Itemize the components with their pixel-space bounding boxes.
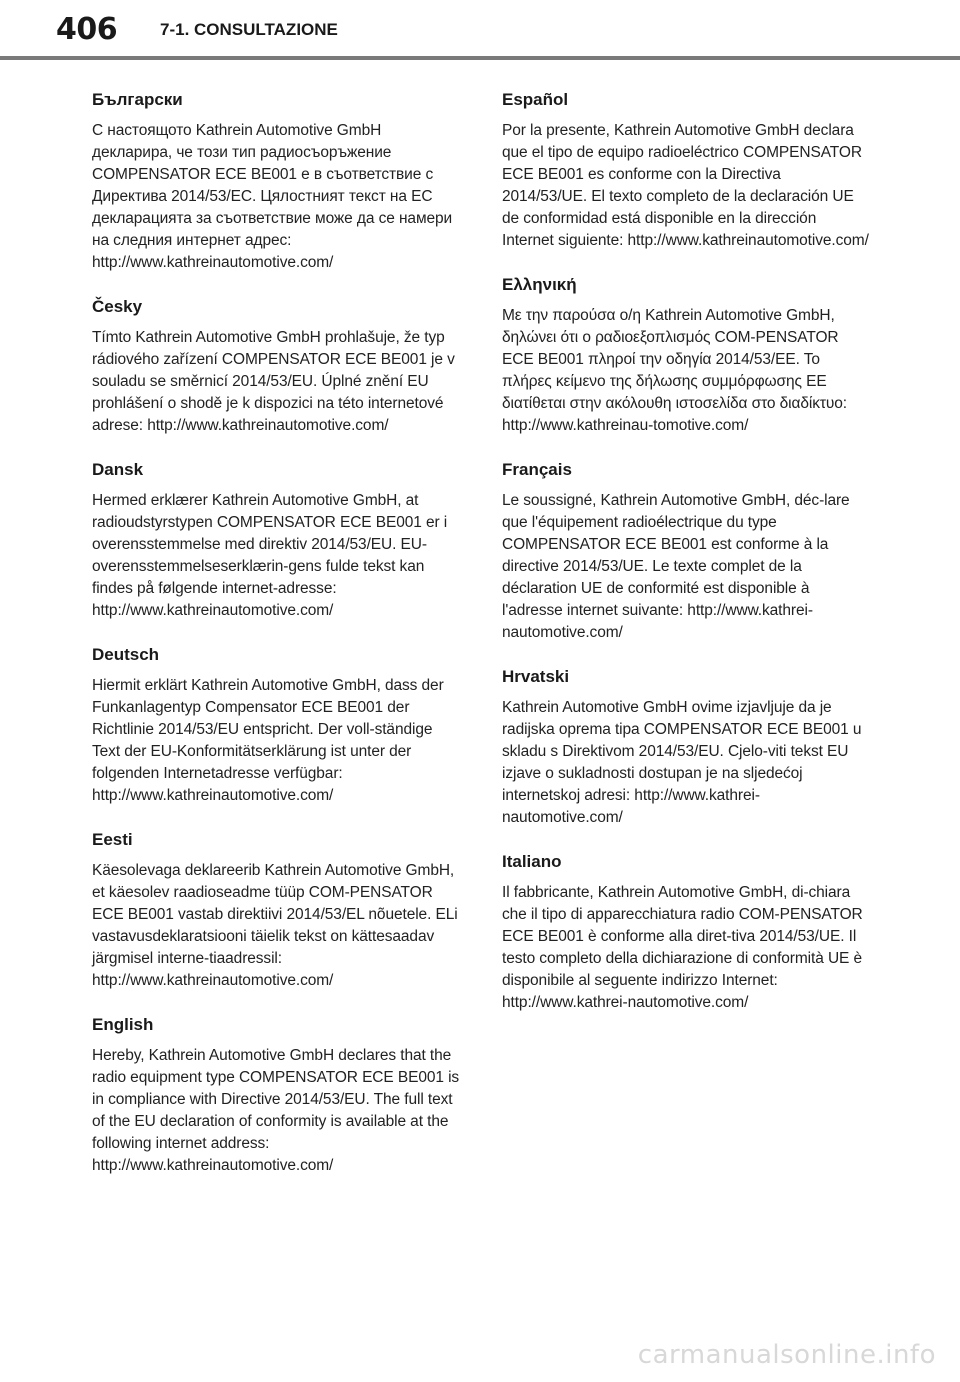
language-section-german: [92, 643, 460, 807]
language-section-italian: [502, 850, 870, 1014]
section-text: Hermed erklærer Kathrein Automotive GmbH, at radioudstyrstypen COMPENSATOR ECE BE001 er i overensstemmelse med direktiv 2014/53/EU. EU-overensstemmelseserklærin-gens fulde tekst kan findes på følgende internet-adresse: http://www.kathreinautomotive.com/: [92, 492, 448, 619]
section-text: Il fabbricante, Kathrein Automotive GmbH, di-chiara che il tipo di apparecchiatura radio COM-PENSATOR ECE BE001 è conforme alla diret-tiva 2014/53/UE. Il testo completo della dichiarazione di conformità UE è disponibile al seguente indirizzo Internet: http://www.kathrei-nautomotive.com/: [502, 884, 863, 1011]
page-number: 406: [56, 12, 118, 47]
section-heading: Ελληνική: [502, 275, 577, 294]
section-heading: Български: [92, 90, 183, 109]
right-column: [502, 88, 870, 1035]
section-text: Le soussigné, Kathrein Automotive GmbH, déc-lare que l'équipement radioélectrique du type COMPENSATOR ECE BE001 est conforme à la directive 2014/53/UE. Le texte complet de la déclaration UE de conformité est disponible à l'adresse internet suivante: http://www.kathrei-nautomotive.com/: [502, 492, 850, 641]
section-text: Hereby, Kathrein Automotive GmbH declares that the radio equipment type COMPENSATOR ECE BE001 is in compliance with Directive 2014/53/EU. The full text of the EU declaration of conformity is available at the following internet address: http://www.kathreinautomotive.com/: [92, 1047, 460, 1174]
language-section-english: [92, 1013, 460, 1177]
section-text: Käesolevaga deklareerib Kathrein Automotive GmbH, et käesolev raadioseadme tüüp COM-PENSATOR ECE BE001 vastab direktiivi 2014/53/EL nõuetele. ELi vastavusdeklaratsiooni täielik tekst on kättesaadav järgmisel interne-tiaadressil: http://www.kathreinautomotive.com/: [92, 862, 458, 989]
header-divider: [0, 56, 960, 60]
section-text: Tímto Kathrein Automotive GmbH prohlašuje, že typ rádiového zařízení COMPENSATOR ECE BE001 je v souladu se směrnicí 2014/53/EU. Úplné znění EU prohlášení o shodě je k dispozici na této internetové adrese: http://www.kathreinautomotive.com/: [92, 329, 455, 434]
section-heading: Česky: [92, 297, 143, 316]
language-section-greek: [502, 273, 870, 437]
section-heading: Eesti: [92, 830, 133, 849]
language-section-croatian: [502, 665, 870, 829]
chapter-title: 7-1. CONSULTAZIONE: [160, 20, 338, 39]
page-header: [0, 0, 960, 60]
section-heading: English: [92, 1015, 154, 1034]
section-heading: Français: [502, 460, 572, 479]
section-heading: Dansk: [92, 460, 144, 479]
section-heading: Deutsch: [92, 645, 160, 664]
section-text: Por la presente, Kathrein Automotive GmbH declara que el tipo de equipo radioeléctrico COMPENSATOR ECE BE001 es conforme con la Directiva 2014/53/UE. El texto completo de la declaración UE de conformidad está disponible en la dirección Internet siguiente: http://www.kathreinautomotive.com/: [502, 122, 869, 249]
left-column: [92, 88, 460, 1198]
section-heading: Hrvatski: [502, 667, 570, 686]
section-text: Kathrein Automotive GmbH ovime izjavljuje da je radijska oprema tipa COMPENSATOR ECE BE001 u skladu s Direktivom 2014/53/EU. Cjelo-viti tekst EU izjave o sukladnosti dostupan je na sljedećoj internetskoj adresi: http://www.kathrei-nautomotive.com/: [502, 699, 862, 826]
section-text: С настоящото Kathrein Automotive GmbH декларира, че този тип радиосъоръжение COMPENSATOR ECE BE001 е в съответствие с Директива 2014/53/ЕС. Цялостният текст на ЕС декларацията за съответствие може да се намери на следния интернет адрес: http://www.kathreinautomotive.com/: [92, 122, 453, 271]
language-section-estonian: [92, 828, 460, 992]
section-heading: Español: [502, 90, 569, 109]
language-section-french: [502, 458, 870, 644]
language-section-bulgarian: [92, 88, 460, 274]
section-text: Με την παρούσα ο/η Kathrein Automotive GmbH, δηλώνει ότι ο ραδιοεξοπλισμός COM-PENSATOR ECE BE001 πληροί την οδηγία 2014/53/ΕΕ. Το πλήρες κείμενο της δήλωσης συμμόρφωσης ΕΕ διατίθεται στην ακόλουθη ιστοσελίδα στο διαδίκτυο: http://www.kathreinau-tomotive.com/: [502, 307, 847, 434]
section-text: Hiermit erklärt Kathrein Automotive GmbH, dass der Funkanlagentyp Compensator ECE BE001 der Richtlinie 2014/53/EU entspricht. Der voll-ständige Text der EU-Konformitätserklärung ist unter der folgenden Internetadresse verfügbar: http://www.kathreinautomotive.com/: [92, 677, 444, 804]
language-section-spanish: [502, 88, 870, 252]
watermark: carmanualsonline.info: [637, 1340, 936, 1370]
language-section-danish: [92, 458, 460, 622]
section-heading: Italiano: [502, 852, 562, 871]
language-section-czech: [92, 295, 460, 437]
